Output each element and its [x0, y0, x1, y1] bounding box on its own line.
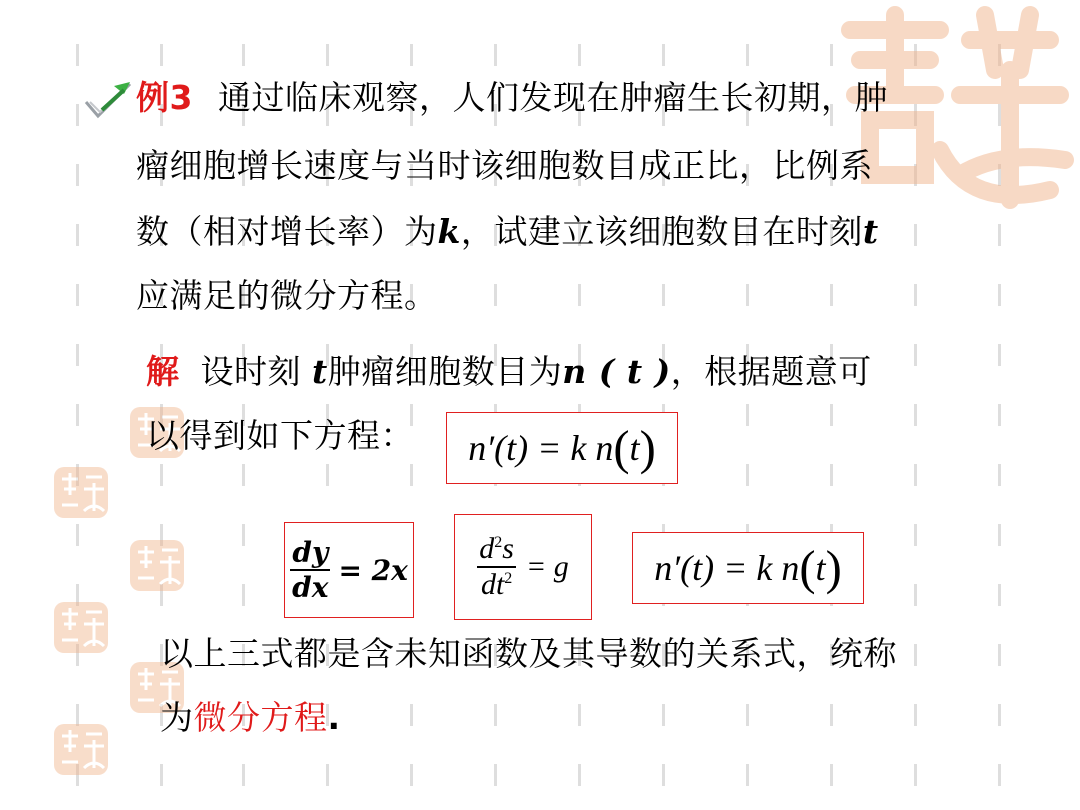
- background-dash: [494, 284, 497, 306]
- example-text: 数（相对增长率）为: [136, 212, 438, 251]
- background-dash: [914, 644, 917, 666]
- paren-open: (: [613, 420, 630, 475]
- background-dash: [830, 464, 833, 486]
- background-dash: [410, 704, 413, 726]
- background-dash: [76, 44, 79, 66]
- background-dash: [326, 764, 329, 786]
- background-dash: [662, 44, 665, 66]
- background-dash: [578, 764, 581, 786]
- background-dash: [914, 344, 917, 366]
- background-dash: [914, 584, 917, 606]
- conclusion-text: 为: [160, 698, 194, 737]
- background-dash: [76, 404, 79, 426]
- equation-box-main: [446, 412, 678, 484]
- background-dash: [410, 764, 413, 786]
- seal-small-decoration: [52, 722, 110, 777]
- fraction-numerator: $d^2s$: [479, 532, 514, 566]
- background-dash: [578, 284, 581, 306]
- background-dash: [746, 404, 749, 426]
- background-dash: [160, 44, 163, 66]
- background-dash: [76, 164, 79, 186]
- background-dash: [410, 44, 413, 66]
- background-dash: [914, 404, 917, 426]
- background-dash: [830, 764, 833, 786]
- background-dash: [326, 44, 329, 66]
- background-dash: [998, 224, 1001, 246]
- background-dash: [76, 284, 79, 306]
- background-dash: [242, 464, 245, 486]
- solution-line-2: [146, 416, 414, 456]
- fraction-denominator: dx: [292, 570, 329, 604]
- background-dash: [998, 524, 1001, 546]
- paren-close: ): [825, 540, 842, 595]
- background-dash: [76, 524, 79, 546]
- background-dash: [830, 704, 833, 726]
- background-dash: [242, 584, 245, 606]
- background-dash: [998, 284, 1001, 306]
- equation-lhs: n′(t) = k n: [468, 428, 614, 468]
- background-dash: [76, 104, 79, 126]
- solution-text: ，根据题意可: [670, 352, 872, 391]
- background-dash: [662, 764, 665, 786]
- background-dash: [914, 284, 917, 306]
- background-dash: [914, 764, 917, 786]
- equation-rhs: = g: [525, 550, 569, 583]
- background-dash: [914, 524, 917, 546]
- background-dash: [578, 44, 581, 66]
- equation-arg: t: [629, 428, 640, 468]
- background-dash: [662, 284, 665, 306]
- example-label: 例3: [136, 78, 193, 117]
- variable-t: t: [312, 352, 328, 391]
- pencil-check-icon: [84, 80, 136, 120]
- equation-rhs: = 2x: [338, 553, 408, 587]
- background-dash: [494, 44, 497, 66]
- background-dash: [746, 764, 749, 786]
- paren-close: ): [639, 420, 656, 475]
- variable-k: k: [437, 212, 461, 251]
- fraction-denominator: $dt^2$: [480, 567, 513, 601]
- variable-t: t: [862, 212, 879, 251]
- equation-box-growth: [632, 532, 864, 604]
- conclusion-line-1: [160, 634, 897, 674]
- fraction-d2s-dt2: [477, 532, 516, 602]
- example-line-2: [136, 146, 873, 186]
- example-line-1: [136, 78, 888, 118]
- conclusion-text: 以上三式都是含未知函数及其导数的关系式，统称: [160, 634, 897, 673]
- background-dash: [76, 344, 79, 366]
- equation-arg: t: [815, 548, 826, 588]
- example-text: ，试建立该细胞数目在时刻: [460, 212, 863, 251]
- solution-text: 肿瘤细胞数目为: [327, 352, 563, 391]
- equation-box-d2s: [454, 514, 592, 620]
- background-dash: [76, 224, 79, 246]
- solution-label: 解: [146, 352, 180, 391]
- conclusion-line-2: [160, 698, 341, 738]
- example-text: 通过临床观察，人们发现在肿瘤生长初期，肿: [217, 78, 888, 117]
- term-differential-equation: 微分方程: [193, 698, 328, 737]
- period: .: [327, 698, 341, 737]
- background-dash: [998, 704, 1001, 726]
- background-dash: [578, 704, 581, 726]
- function-n-of-t: n ( t ): [562, 352, 671, 391]
- solution-text: 以得到如下方程：: [146, 416, 414, 455]
- background-dash: [998, 464, 1001, 486]
- background-dash: [494, 764, 497, 786]
- background-dash: [160, 764, 163, 786]
- fraction-dy-dx: [290, 536, 330, 604]
- background-dash: [746, 704, 749, 726]
- seal-small-decoration: [52, 465, 110, 520]
- background-dash: [410, 464, 413, 486]
- background-dash: [914, 464, 917, 486]
- seal-small-decoration: [52, 600, 110, 655]
- example-text: 瘤细胞增长速度与当时该细胞数目成正比，比例系: [136, 146, 873, 185]
- background-dash: [830, 284, 833, 306]
- background-dash: [830, 404, 833, 426]
- background-dash: [998, 764, 1001, 786]
- background-dash: [242, 524, 245, 546]
- background-dash: [914, 704, 917, 726]
- background-dash: [998, 584, 1001, 606]
- background-dash: [662, 704, 665, 726]
- background-dash: [160, 464, 163, 486]
- equation-box-dydx: [284, 522, 414, 618]
- seal-small-decoration: [128, 538, 186, 593]
- background-dash: [746, 464, 749, 486]
- background-dash: [998, 344, 1001, 366]
- background-dash: [326, 464, 329, 486]
- solution-text: 设时刻: [200, 352, 301, 391]
- background-dash: [242, 44, 245, 66]
- background-dash: [998, 644, 1001, 666]
- fraction-numerator: dy: [292, 536, 329, 570]
- background-dash: [494, 704, 497, 726]
- example-line-4: [136, 276, 438, 316]
- paren-open: (: [799, 540, 816, 595]
- example-text: 应满足的微分方程。: [136, 276, 438, 315]
- solution-line-1: [146, 352, 872, 392]
- background-dash: [746, 44, 749, 66]
- equation-lhs: n′(t) = k n: [654, 548, 800, 588]
- background-dash: [242, 764, 245, 786]
- example-line-3: [136, 212, 879, 252]
- background-dash: [746, 284, 749, 306]
- background-dash: [998, 404, 1001, 426]
- background-dash: [914, 224, 917, 246]
